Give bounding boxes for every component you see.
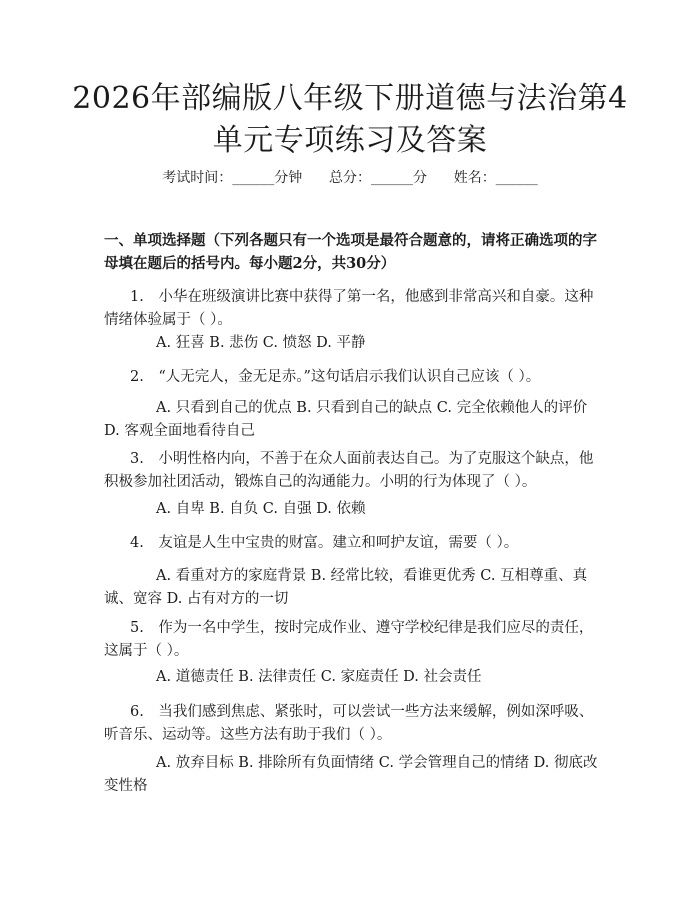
question-4-options: A. 看重对方的家庭背景 B. 经常比较，看谁更优秀 C. 互相尊重、真诚、宽容 D. 占有对方的一切 [104,568,588,607]
question-3-options: A. 自卑 B. 自负 C. 自强 D. 依赖 [156,501,366,517]
document-title: 2026年部编版八年级下册道德与法治第4单元专项练习及答案 [72,81,628,158]
question-5-options: A. 道德责任 B. 法律责任 C. 家庭责任 D. 社会责任 [156,669,482,685]
question-1-options: A. 狂喜 B. 悲伤 C. 愤怒 D. 平静 [156,335,366,351]
question-6-options: A. 放弃目标 B. 排除所有负面情绪 C. 学会管理自己的情绪 D. 彻底改变性格 [104,755,598,794]
question-5: 5. 作为一名中学生，按时完成作业、遵守学校纪律是我们应尽的责任，这属于（ ）。 [104,620,594,659]
question-6: 6. 当我们感到焦虑、紧张时，可以尝试一些方法来缓解，例如深呼吸、听音乐、运动等。这些方法有助于我们（ ）。 [104,704,594,743]
exam-info-line: 考试时间：______分钟 总分：______分 姓名：______ [162,170,538,186]
question-2-options: A. 只看到自己的优点 B. 只看到自己的缺点 C. 完全依赖他人的评价 D. 客观全面地看待自己 [104,400,588,439]
question-3: 3. 小明性格内向，不善于在众人面前表达自己。为了克服这个缺点，他积极参加社团活动，锻炼自己的沟通能力。小明的行为体现了（ ）。 [104,451,594,490]
question-4: 4. 友谊是人生中宝贵的财富。建立和呵护友谊，需要（ ）。 [130,535,519,551]
question-2: 2. “人无完人，金无足赤。”这句话启示我们认识自己应该（ ）。 [130,369,541,385]
question-1: 1. 小华在班级演讲比赛中获得了第一名，他感到非常高兴和自豪。这种情绪体验属于（ ）。 [104,289,594,328]
section-heading: 一、单项选择题（下列各题只有一个选项是最符合题意的，请将正确选项的字母填在题后的括号内。每小题2分，共30分） [104,232,597,272]
